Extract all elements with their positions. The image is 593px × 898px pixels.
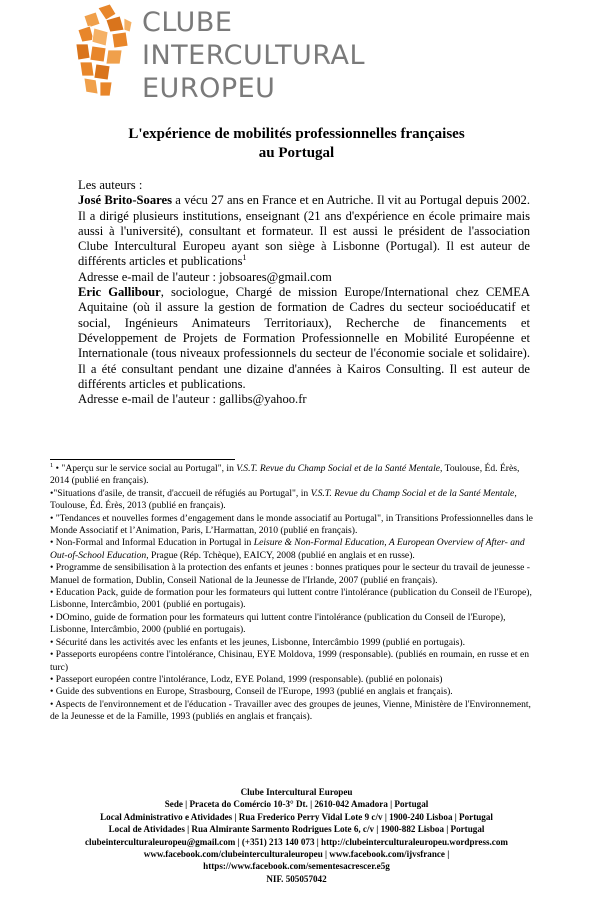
footer-activities-office: Local de Atividades | Rua Almirante Sarmento Rodrigues Lote 6, c/v | 1900-882 Lisboa | Portugal bbox=[108, 824, 485, 835]
footnotes bbox=[50, 463, 533, 724]
logo-line-2: INTERCULTURAL bbox=[142, 40, 366, 71]
document-title bbox=[0, 125, 593, 163]
logo-line-1: CLUBE bbox=[142, 7, 233, 38]
logo-orange-lattice bbox=[76, 4, 132, 96]
footnote-item: $^1$ • "Aperçu sur le service social au Portugal", in V.S.T. Revue du Champ Social et de la Santé Mentale, Toulouse, Éd. Érès, 2014 (publié en français). bbox=[50, 461, 520, 487]
organization-footer bbox=[40, 786, 553, 885]
authors-intro: Les auteurs : bbox=[78, 178, 143, 192]
author-2-bio bbox=[78, 285, 530, 392]
footnote-item: • Programme de sensibilisation à la protection des enfants et jeunes : bonnes pratiques pour le secteur du travail de jeunesse - Manuel de formation, Dublin, Conseil National de la Jeunesse de l'Irlande, 2007 (publié en français). bbox=[50, 562, 530, 586]
title-line-2: au Portugal bbox=[258, 145, 335, 161]
logo-line-3: EUROPEU bbox=[142, 73, 276, 104]
author-1-email: Adresse e-mail de l'auteur : jobsoares@gmail.com bbox=[78, 269, 332, 284]
footnote-item: • Guide des subventions en Europe, Strasbourg, Conseil de l'Europe, 1993 (publié en anglais et français). bbox=[50, 686, 453, 698]
footnote-item: • Passeport européen contre l'intolérance, Lodz, EYE Poland, 1999 (responsable). (publié en polonais) bbox=[50, 673, 443, 685]
footer-facebook-link-2[interactable]: https://www.facebook.com/sementesacrescer.e5g bbox=[203, 861, 390, 872]
footnote-item: • Passeports européens contre l'intolérance, Chisinau, EYE Moldova, 1999 (responsable). (publiés en roumain, en russe et en turc) bbox=[50, 649, 530, 673]
logo-wordmark bbox=[142, 6, 365, 105]
author-2-text: , sociologue, Chargé de mission Europe/International chez CEMEA Aquitaine (où il assure la gestion de formation de Cadres du secteur socioéducatif et social, Ingénieurs Animateurs Territoriaux), Recherche de financements et Développement de Projets de Formation Professionnelle en Mobilité Européenne et Internationale (tous niveaux professionnels du secteur de l'économie sociale et solidaire). Il a été consultant pendant une dizaine d'années à Kairos Consulting. Il est auteur de différents articles et publications. bbox=[78, 285, 530, 391]
footnote-item: • Education Pack, guide de formation pour les formateurs qui luttent contre l'intolérance (publication du Conseil de l'Europe), Lisbonne, Intercâmbio, 2001 (publié en portugais). bbox=[50, 587, 532, 611]
footer-tax-id: NIF. 505057042 bbox=[266, 873, 327, 884]
footer-facebook-links[interactable]: www.facebook.com/clubeinterculturaleuropeu | www.facebook.com/ijvsfrance | bbox=[143, 849, 450, 860]
author-1-bio bbox=[78, 193, 530, 269]
footer-admin-office: Local Administrativo e Atividades | Rua Frederico Perry Vidal Lote 9 c/v | 1900-240 Lisboa | Portugal bbox=[100, 811, 493, 822]
footer-org-name: Clube Intercultural Europeu bbox=[240, 787, 353, 797]
authors-section bbox=[78, 178, 530, 407]
footnote-item: • Aspects de l'environnement et de l'éducation - Travailler avec des groupes de jeunes, Vienne, Ministère de l'Environnement, de la Jeunesse et de la Famille, 1993 (publiés en anglais et français). bbox=[50, 698, 531, 723]
logo-mark bbox=[70, 2, 140, 102]
footnote-item: •"Situations d'asile, de transit, d'accueil de réfugiés au Portugal", in V.S.T. Revue du Champ Social et de la Santé Mentale, Toulouse, Éd. Érès, 2013 (publié en français). bbox=[50, 487, 517, 512]
footer-contact-links[interactable]: clubeinterculturaleuropeu@gmail.com | (+351) 213 140 073 | http://clubeinterculturaleuropeu.wordpress.com bbox=[85, 836, 508, 847]
author-2-name: Eric Gallibour bbox=[78, 285, 161, 300]
footnote-ref[interactable]: 1 bbox=[242, 253, 247, 263]
author-1-text: a vécu 27 ans en France et en Autriche. Il vit au Portugal depuis 2002. Il a dirigé plusieurs institutions, enseignant (21 ans d'expérience en école primaire mais aussi à l'université), consultant et formateur. Il est aussi le président de l'association Clube Intercultural Europeu ayant son siège à Lisbonne (Portugal). Il est auteur de différents articles et publications bbox=[78, 193, 530, 269]
footnote-item: • "Tendances et nouvelles formes d’engagement dans le monde associatif au Portugal", in Transitions Professionnelles dans le Monde Associatif et l’Animation, Paris, L’Harmattan, 2010 (publié en français). bbox=[50, 512, 533, 537]
footnote-separator bbox=[50, 459, 235, 460]
footer-headquarters: Sede | Praceta do Comércio 10-3° Dt. | 2610-042 Amadora | Portugal bbox=[164, 799, 429, 810]
author-2-email: Adresse e-mail de l'auteur : gallibs@yahoo.fr bbox=[78, 392, 307, 407]
footnote-item: • Sécurité dans les activités avec les enfants et les jeunes, Lisbonne, Intercâmbio 1999 (publié en portugais). bbox=[50, 636, 465, 648]
footnote-item: • Non-Formal and Informal Education in Portugal in Leisure & Non-Formal Education, A European Overview of After- and Out-of-School Education, Prague (Rép. Tchèque), EAICY, 2008 (publié en anglais et en russe). bbox=[50, 537, 525, 561]
footnote-marker: 1 bbox=[50, 461, 54, 469]
footnote-item: • DOmino, guide de formation pour les formateurs qui luttent contre l'intolérance (publication du Conseil de l'Europe), Lisbonne, Intercâmbio, 2000 (publié en portugais). bbox=[50, 611, 506, 636]
author-1-name: José Brito-Soares bbox=[78, 193, 172, 208]
title-line-1: L'expérience de mobilités professionnelles françaises bbox=[128, 126, 465, 142]
